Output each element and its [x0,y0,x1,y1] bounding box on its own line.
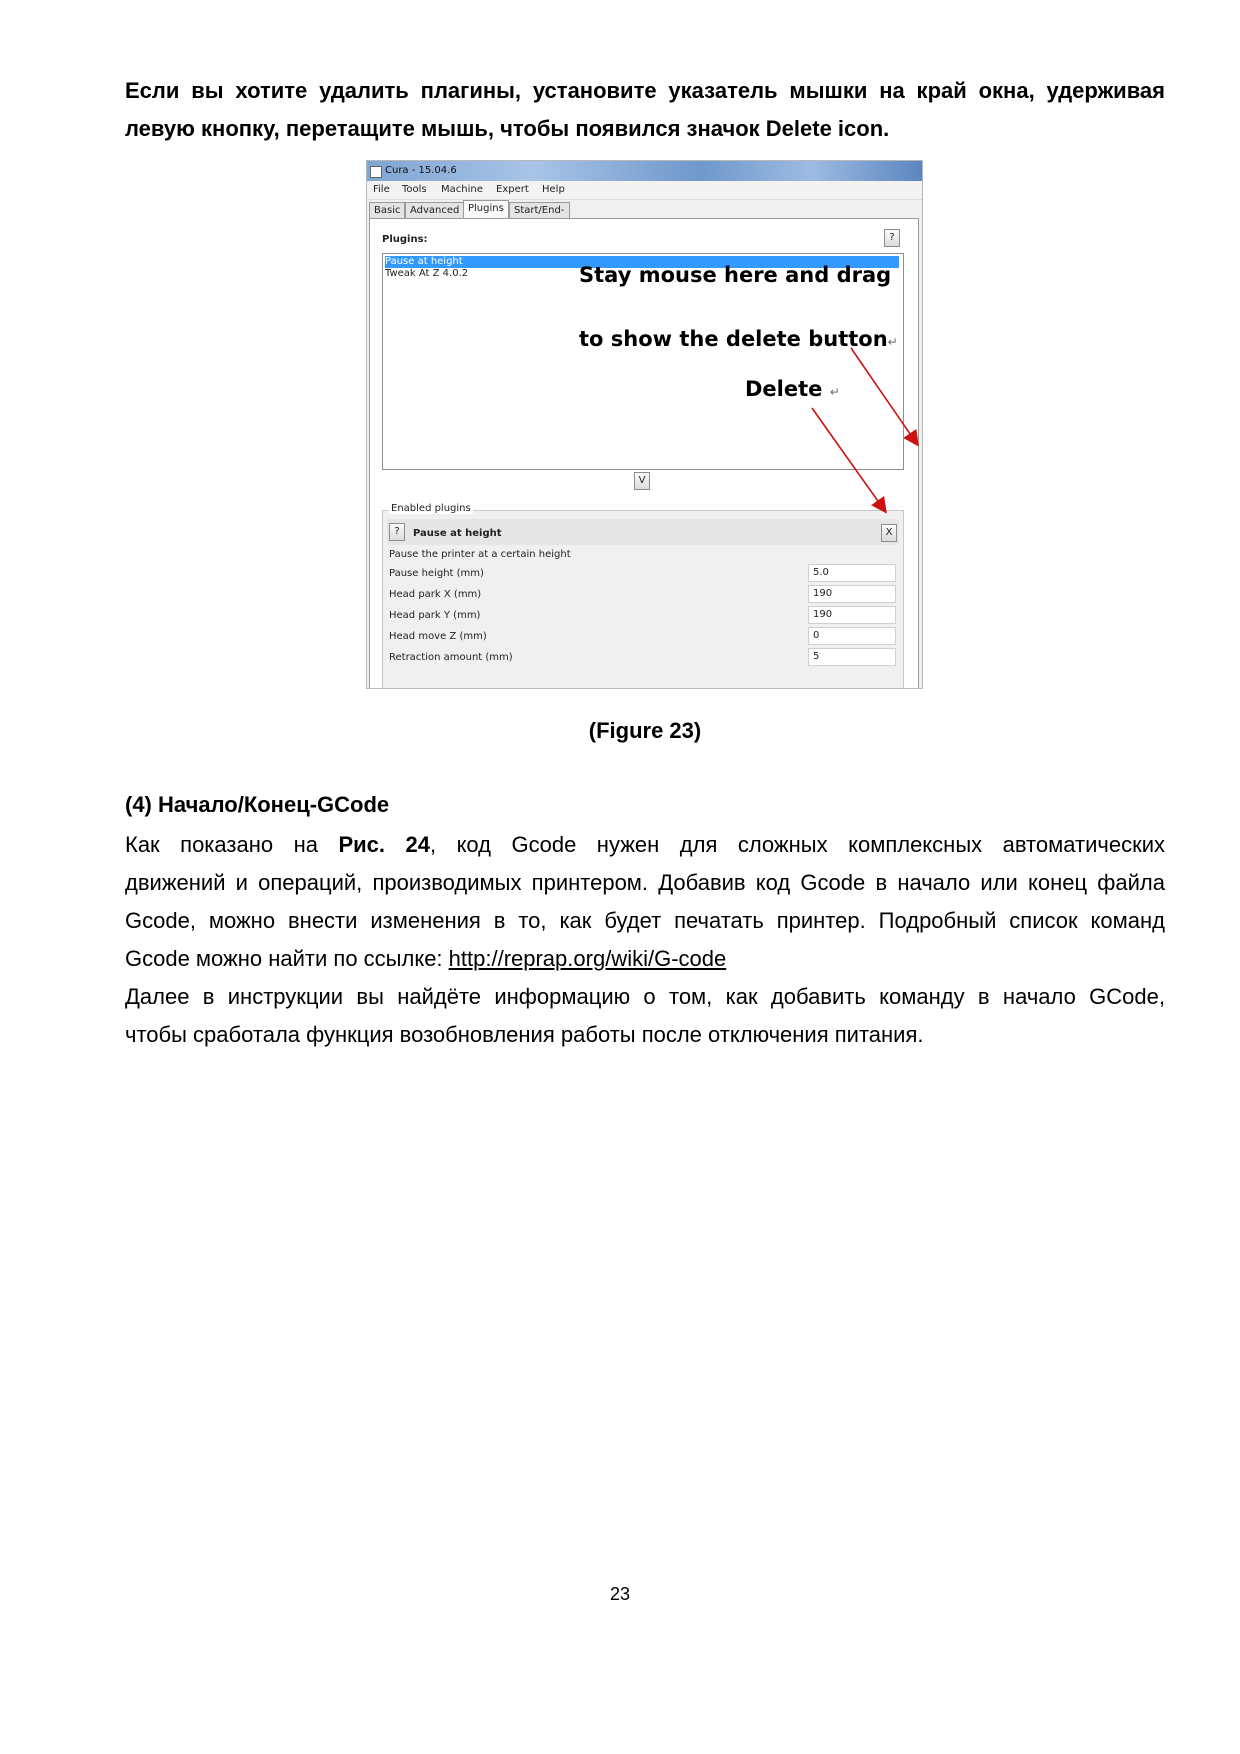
body-line-5: Далее в инструкции вы найдёте информацию о том, как добавить команду в начало GCode, [125,984,1165,1009]
menu-machine[interactable]: Machine [441,184,483,195]
head-park-x-input[interactable]: 190 [808,585,896,603]
field-label: Retraction amount (mm) [389,652,513,663]
menu-help[interactable]: Help [542,184,565,195]
figure-caption: (Figure 23) [588,718,702,743]
field-label: Pause height (mm) [389,568,484,579]
body-text: , код Gcode нужен для сложных комплексных автоматических [429,832,1165,857]
body-text: Как показано на [125,832,339,857]
gcode-reference-link[interactable]: http://reprap.org/wiki/G-code [448,946,727,971]
window-title: Cura - 15.04.6 [385,165,457,176]
plugin-remove-button[interactable]: X [881,524,897,542]
field-label: Head move Z (mm) [389,631,487,642]
retraction-amount-input[interactable]: 5 [808,648,896,666]
expand-button[interactable]: V [634,472,650,490]
intro-line-2: левую кнопку, перетащите мышь, чтобы появился значок Delete icon. [125,116,890,141]
body-line-6: чтобы сработала функция возобновления работы после отключения питания. [125,1022,924,1047]
tab-start-end-gcode[interactable]: Start/End- [509,202,570,218]
field-label: Head park X (mm) [389,589,482,600]
tab-plugins[interactable]: Plugins [463,200,509,218]
field-label: Head park Y (mm) [389,610,481,621]
return-mark: ↵ [829,385,840,399]
intro-paragraph [125,72,1165,148]
plugin-help-button[interactable]: ? [389,523,405,541]
arrow-overlay [367,161,922,688]
arrow-to-delete-button [812,408,885,511]
head-move-z-input[interactable]: 0 [808,627,896,645]
plugin-description: Pause the printer at a certain height [389,549,571,560]
plugins-label: Plugins: [382,234,428,245]
body-line-1 [125,826,1165,864]
body-paragraph [125,826,1165,1054]
arrow-to-window-edge [851,348,917,444]
annotation-stay-mouse: Stay mouse here and drag [579,263,892,287]
plugins-help-button[interactable]: ? [884,229,900,247]
pause-height-input[interactable]: 5.0 [808,564,896,582]
body-line-2: движений и операций, производимых принтером. Добавив код Gcode в начало или конец файла [125,870,1165,895]
menu-expert[interactable]: Expert [496,184,529,195]
head-park-y-input[interactable]: 190 [808,606,896,624]
intro-line-1: Если вы хотите удалить плагины, установите указатель мышки на край окна, удерживая [125,78,1165,103]
body-line-4 [125,940,1165,978]
figure-reference: Рис. 24 [338,832,430,857]
annotation-show-delete-text: to show the delete button [579,327,888,351]
annotation-delete-text: Delete [745,377,823,401]
cura-screenshot-figure [366,160,923,689]
menu-file[interactable]: File [373,184,390,195]
enabled-plugins-label: Enabled plugins [391,503,471,514]
tab-advanced[interactable]: Advanced [405,202,464,218]
menu-tools[interactable]: Tools [402,184,427,195]
body-line-3: Gcode, можно внести изменения в то, как будет печатать принтер. Подробный список команд [125,908,1165,933]
return-mark: ↵ [887,335,898,349]
plugin-list-item[interactable]: Tweak At Z 4.0.2 [385,268,469,279]
plugin-list-item[interactable]: Pause at height [385,256,899,268]
body-text: Gcode можно найти по ссылке: [125,946,449,971]
section-heading: (4) Начало/Конец-GCode [125,792,390,817]
tab-basic[interactable]: Basic [369,202,405,218]
page-number: 23 [609,1584,631,1604]
plugin-name: Pause at height [413,528,502,539]
